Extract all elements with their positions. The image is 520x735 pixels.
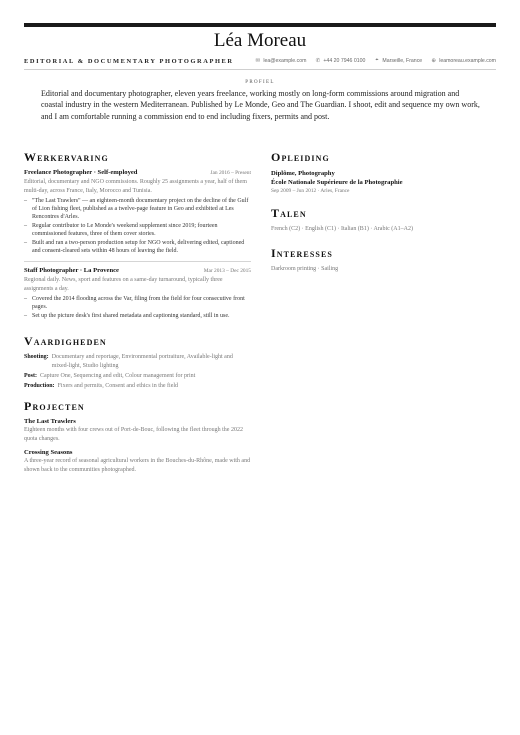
profile-label: PROFIEL xyxy=(245,80,275,85)
left-column xyxy=(24,150,251,480)
list-item: – Covered the 2014 flooding across the Var, filing from the field for four consecutive front pages. xyxy=(24,295,251,312)
contact-location xyxy=(373,57,422,64)
phone-icon: ✆ xyxy=(315,57,321,64)
education-degree: Diplôme, Photography xyxy=(271,170,335,177)
interests-heading: INTERESSES xyxy=(271,245,333,260)
contact-phone[interactable] xyxy=(314,57,365,64)
job-date: Jan 2016 – Present xyxy=(210,170,251,176)
profile-text: Editorial and documentary photographer, eleven years freelance, working mostly on long-form commissions around migration and coastal industry in the western Mediterranean. Published by Le Monde, Geo and The Guardian. I shoot, edit and sequence my own work, and I am comfortable running a commission end to end including fixers, permits and post. xyxy=(41,89,480,121)
job-bullets xyxy=(24,197,251,256)
skill-row xyxy=(24,353,251,371)
experience-heading: WERKERVARING xyxy=(24,150,109,164)
project-description: A three-year record of seasonal agricultural workers in the Bouches-du-Rhône, made with and shown back to the communities photographed. xyxy=(24,458,251,473)
interests-text: Darkroom printing · Sailing xyxy=(271,265,339,272)
candidate-name: Léa Moreau xyxy=(213,30,307,51)
contact-email-text: lea@example.com xyxy=(263,57,307,64)
project-entry xyxy=(24,449,251,475)
skill-row xyxy=(24,382,251,391)
contact-phone-text: +44 20 7946 0100 xyxy=(323,57,366,64)
education-heading: OPLEIDING xyxy=(271,150,330,164)
contact-website-text: leamoreau.example.com xyxy=(439,57,496,64)
job-date: Mar 2013 – Dec 2015 xyxy=(203,268,251,275)
contact-website[interactable] xyxy=(430,57,496,64)
contact-email[interactable] xyxy=(254,57,306,64)
job-entry xyxy=(24,169,251,255)
mail-icon: ✉ xyxy=(255,57,261,64)
languages-heading: TALEN xyxy=(271,206,307,220)
project-title: The Last Trawlers xyxy=(24,418,76,426)
project-description: Eighteen months with four crews out of Port-de-Bouc, following the fleet through the 2022 quota changes. xyxy=(24,427,243,443)
job-description: Regional daily. News, sport and features on a same-day turnaround, typically three assignments a day. xyxy=(24,277,223,293)
list-item: – "The Last Trawlers" — an eighteen-month documentary project on the decline of the Gulf of Lion fishing fleet, published as a twelve-page feature in Geo and exhibited at Les Rencontres d'Arles. xyxy=(24,197,251,222)
contact-location-text: Marseille, France xyxy=(382,57,423,64)
skill-name: Post: xyxy=(24,372,37,379)
project-title: Crossing Seasons xyxy=(24,449,73,457)
languages-text: French (C2) · English (C1) · Italian (B1) · Arabic (A1–A2) xyxy=(271,226,413,232)
divider xyxy=(24,261,251,262)
skill-name: Production: xyxy=(24,382,55,389)
right-column xyxy=(271,150,496,274)
list-item: – Regular contributor to Le Monde's weekend supplement since 2019; fourteen commissioned features, three of them cover stories. xyxy=(24,222,251,239)
globe-icon: ⊕ xyxy=(431,57,437,64)
job-entry xyxy=(24,267,251,320)
job-bullets xyxy=(24,295,251,320)
project-entry xyxy=(24,418,251,444)
skill-value: Documentary and reportage, Environmental portraiture, Available-light and mixed-light, Studio lighting xyxy=(51,354,233,370)
job-description: Editorial, documentary and NGO commissions. Roughly 25 assignments a year, half of them multi-day, across France, Italy, Morocco and Tunisia. xyxy=(24,179,247,194)
skills-heading: VAARDIGHEDEN xyxy=(24,334,107,349)
skill-value: Capture One, Sequencing and edit, Colour management for print xyxy=(40,372,196,379)
skill-value: Fixers and permits, Consent and ethics in the field xyxy=(57,382,179,389)
top-rule xyxy=(24,23,496,27)
contact-list xyxy=(254,57,496,64)
list-item: – Built and ran a two-person production setup for NGO work, delivering edited, captioned and consent-cleared sets within 48 hours of leaving the field. xyxy=(24,239,251,256)
subheader xyxy=(24,56,496,70)
location-icon: ⌖ xyxy=(375,57,379,63)
job-role: EDITORIAL & DOCUMENTARY PHOTOGRAPHER xyxy=(24,58,234,65)
list-item: – Set up the picture desk's first shared metadata and captioning standard, still in use. xyxy=(24,312,251,320)
skill-name: Shooting: xyxy=(24,354,49,361)
projects-heading: PROJECTEN xyxy=(24,399,85,414)
job-title: Staff Photographer · La Provence xyxy=(24,267,119,275)
education-meta: Sep 2009 – Jun 2012 · Arles, France xyxy=(271,188,350,194)
job-title: Freelance Photographer · Self-employed xyxy=(24,169,138,176)
education-school: École Nationale Supérieure de la Photographie xyxy=(271,179,403,186)
skill-row xyxy=(24,372,251,381)
